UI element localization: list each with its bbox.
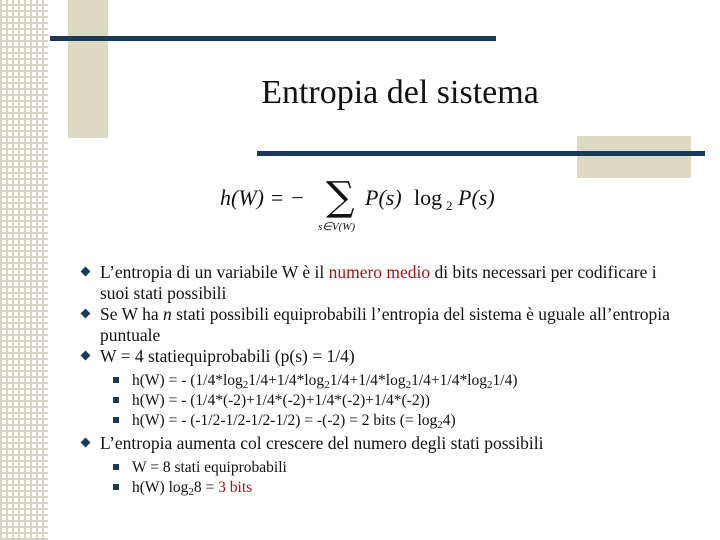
formula-term2: P(s) bbox=[458, 185, 495, 210]
bullet-3 bbox=[80, 346, 680, 367]
diamond-bullet-icon bbox=[81, 438, 91, 448]
sub4-2-highlight: 3 bits bbox=[218, 479, 253, 496]
bullet-1-text-a: L’entropia di un variabile W è il bbox=[100, 262, 329, 282]
bullet-1-highlight: numero medio bbox=[328, 262, 431, 282]
log-base: 2 bbox=[188, 486, 194, 498]
slide-title: Entropia del sistema bbox=[261, 74, 539, 111]
log-base: 2 bbox=[437, 419, 443, 431]
bullet-2-text-a: Se W ha bbox=[100, 304, 164, 324]
bullet-2 bbox=[80, 304, 680, 346]
bullet-4-sub-1 bbox=[80, 458, 680, 478]
decorative-tan-block-right bbox=[577, 136, 691, 178]
sub4-2-part-1: h(W) log bbox=[132, 479, 189, 496]
decorative-tan-block-top bbox=[68, 0, 108, 138]
sub1-part-5: 1/4) bbox=[492, 372, 518, 389]
bullet-list bbox=[80, 262, 680, 498]
diamond-bullet-icon bbox=[81, 309, 91, 319]
formula-lhs: h(W) = − bbox=[220, 185, 305, 210]
sub3-part-2: 4) bbox=[442, 412, 456, 429]
bullet-4-sub-2 bbox=[80, 478, 680, 498]
title-rule-top bbox=[50, 36, 496, 41]
entropy-formula bbox=[218, 170, 538, 240]
bullet-1-text-b: di bits necessari per codificare i suoi stati possibili bbox=[100, 262, 657, 303]
sub1-part-2: 1/4+1/4*log bbox=[248, 372, 325, 389]
log-base: 2 bbox=[324, 379, 330, 391]
bullet-1 bbox=[80, 262, 680, 304]
log-base: 2 bbox=[405, 379, 412, 391]
square-bullet-icon bbox=[113, 377, 119, 383]
sub4-1-text: W = 8 stati equiprobabili bbox=[132, 459, 287, 476]
formula-sigma: ∑ bbox=[326, 174, 355, 220]
diamond-bullet-icon bbox=[81, 351, 91, 361]
square-bullet-icon bbox=[113, 484, 119, 490]
sub3-part-1: h(W) = - (-1/2-1/2-1/2-1/2) = -(-2) = 2 bits (= log bbox=[132, 412, 438, 429]
formula-index: s∈V(W) bbox=[318, 221, 356, 233]
bullet-3-sub-2 bbox=[80, 391, 680, 411]
bullet-4 bbox=[80, 433, 680, 454]
bullet-3-sub-1 bbox=[80, 371, 680, 391]
bullet-2-text-b: stati possibili equiprobabili l’entropia del sistema è uguale all’entropia puntuale bbox=[100, 304, 670, 345]
diamond-bullet-icon bbox=[81, 267, 91, 277]
formula-term1: P(s) bbox=[365, 185, 402, 210]
formula-log-base: 2 bbox=[446, 198, 453, 213]
sub1-part-4: 1/4+1/4*log bbox=[411, 372, 488, 389]
bullet-2-italic: n bbox=[163, 304, 172, 324]
bullet-4-text: L’entropia aumenta col crescere del numero degli stati possibili bbox=[100, 433, 544, 453]
sub1-part-3: 1/4+1/4*log bbox=[329, 372, 406, 389]
sub4-2-part-2: 8 = bbox=[193, 479, 219, 496]
square-bullet-icon bbox=[113, 464, 119, 470]
log-base: 2 bbox=[242, 379, 249, 391]
bullet-3-sub-3 bbox=[80, 411, 680, 431]
sub1-part-1: h(W) = - (1/4*log bbox=[132, 372, 243, 389]
square-bullet-icon bbox=[113, 397, 119, 403]
log-base: 2 bbox=[487, 379, 493, 391]
sub2-text: h(W) = - (1/4*(-2)+1/4*(-2)+1/4*(-2)+1/4*(-2)) bbox=[132, 392, 430, 409]
bullet-3-text: W = 4 statiequiprobabili (p(s) = 1/4) bbox=[100, 346, 355, 366]
title-rule-bottom bbox=[257, 151, 705, 156]
striped-side-band bbox=[0, 0, 48, 540]
formula-log: log bbox=[414, 185, 443, 210]
square-bullet-icon bbox=[113, 417, 119, 423]
